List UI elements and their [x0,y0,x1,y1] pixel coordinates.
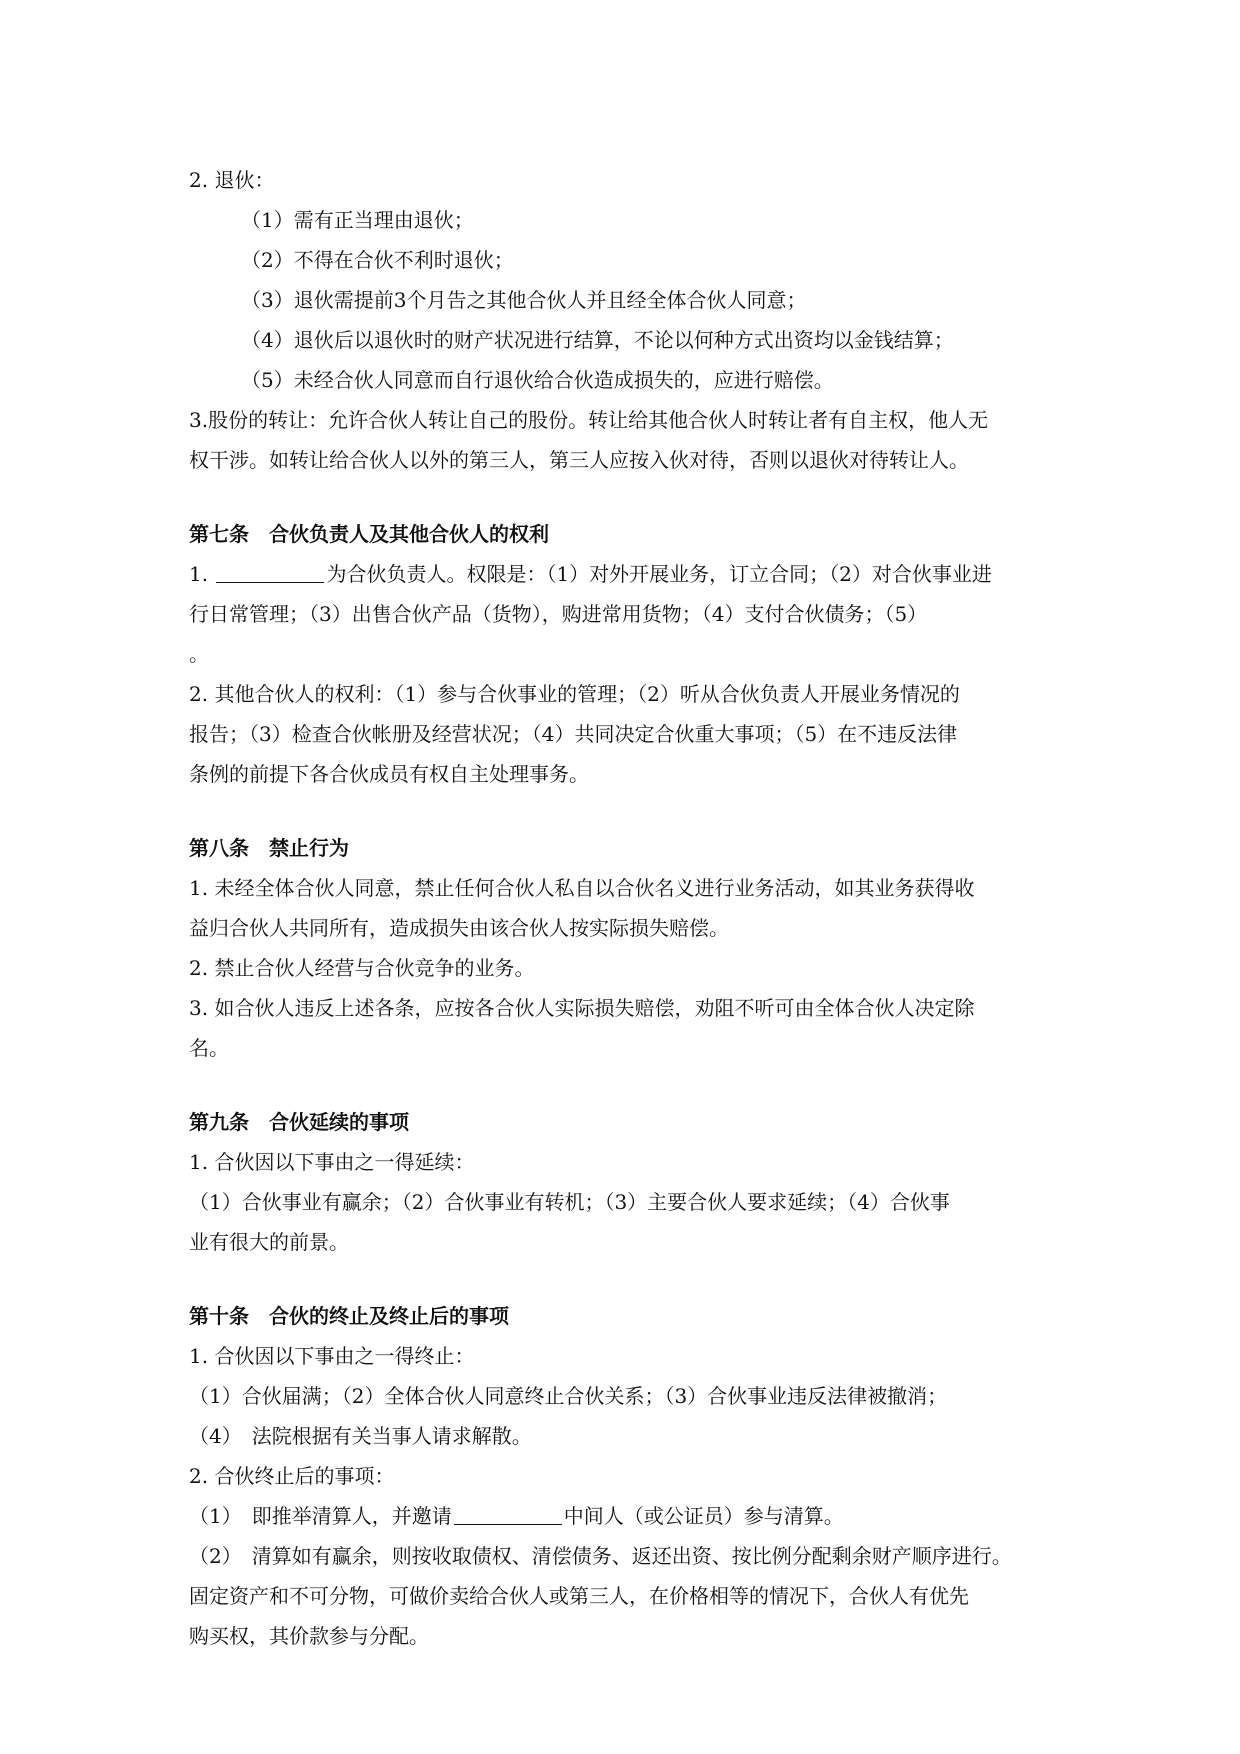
article-7-p1-suffix: 为合伙负责人。权限是：（1）对外开展业务，订立合同；（2）对合伙事业进 [326,562,992,586]
article-8-p1-line-2: 益归合伙人共同所有，造成损失由该合伙人按实际损失赔偿。 [189,916,729,940]
intermediary-blank[interactable] [454,1502,562,1525]
article-8-p1-line-1: 1. 未经全体合伙人同意，禁止任何合伙人私自以合伙名义进行业务活动，如其业务获得收 [189,876,975,900]
article-7-p1-line-1 [189,554,1069,594]
article-9-p2-line-1: （1）合伙事业有赢余；（2）合伙事业有转机；（3）主要合伙人要求延续；（4）合伙事 [189,1190,950,1214]
article-7-p2-line-2: 报告；（3）检查合伙帐册及经营状况；（4）共同决定合伙重大事项；（5）在不违反法律 [189,722,958,746]
responsible-person-blank[interactable] [216,560,324,583]
article-7-heading: 第七条 合伙负责人及其他合伙人的权利 [189,522,549,546]
transfer-line-2: 权干涉。如转让给合伙人以外的第三人，第三人应按入伙对待，否则以退伙对待转让人。 [189,448,969,472]
article-9-heading: 第九条 合伙延续的事项 [189,1110,409,1134]
withdraw-item-4: （4）退伙后以退伙时的财产状况进行结算，不论以何种方式出资均以金钱结算； [241,328,954,352]
withdraw-item-1: （1）需有正当理由退伙； [241,208,474,232]
article-10-p6-line-3: 购买权，其价款参与分配。 [189,1624,429,1648]
article-10-heading: 第十条 合伙的终止及终止后的事项 [189,1304,509,1328]
article-7-p1-line-3: 。 [189,642,209,666]
article-9-p1: 1. 合伙因以下事由之一得延续： [189,1150,475,1174]
article-8-heading: 第八条 禁止行为 [189,836,349,860]
document-page [189,160,1069,1656]
article-10-p2: （1）合伙届满；（2）全体合伙人同意终止合伙关系；（3）合伙事业违反法律被撤消； [189,1384,948,1408]
article-10-p6-line-2: 固定资产和不可分物，可做价卖给合伙人或第三人，在价格相等的情况下，合伙人有优先 [189,1584,969,1608]
article-7-p1-prefix: 1. [189,562,215,586]
article-8-p3-line-1: 3. 如合伙人违反上述各条，应按各合伙人实际损失赔偿，劝阻不听可由全体合伙人决定除 [189,996,975,1020]
withdraw-item-3: （3）退伙需提前3个月告之其他合伙人并且经全体合伙人同意； [241,288,807,312]
article-10-p5-prefix: （1） 即推举清算人，并邀请 [189,1504,452,1528]
transfer-line-1: 3.股份的转让：允许合伙人转让自己的股份。转让给其他合伙人时转让者有自主权，他人无 [189,408,989,432]
article-10-p3: （4） 法院根据有关当事人请求解散。 [189,1424,532,1448]
article-8-p3-line-2: 名。 [189,1036,229,1060]
article-9-p2-line-2: 业有很大的前景。 [189,1230,349,1254]
article-7-p1-line-2: 行日常管理；（3）出售合伙产品（货物），购进常用货物；（4）支付合伙债务；（5） [189,602,928,626]
withdraw-item-5: （5）未经合伙人同意而自行退伙给合伙造成损失的，应进行赔偿。 [241,368,834,392]
article-10-p5 [189,1496,1069,1536]
article-10-p1: 1. 合伙因以下事由之一得终止： [189,1344,475,1368]
withdraw-item-2: （2）不得在合伙不利时退伙； [241,248,514,272]
article-8-p2: 2. 禁止合伙人经营与合伙竞争的业务。 [189,956,535,980]
withdraw-title: 2. 退伙： [189,168,275,192]
article-10-p6-line-1: （2） 清算如有赢余，则按收取债权、清偿债务、返还出资、按比例分配剩余财产顺序进行。 [189,1544,1012,1568]
article-7-p2-line-3: 条例的前提下各合伙成员有权自主处理事务。 [189,762,589,786]
article-7-p2-line-1: 2. 其他合伙人的权利：（1）参与合伙事业的管理；（2）听从合伙负责人开展业务情况的 [189,682,960,706]
article-10-p5-suffix: 中间人（或公证员）参与清算。 [563,1504,844,1528]
article-10-p4: 2. 合伙终止后的事项： [189,1464,395,1488]
